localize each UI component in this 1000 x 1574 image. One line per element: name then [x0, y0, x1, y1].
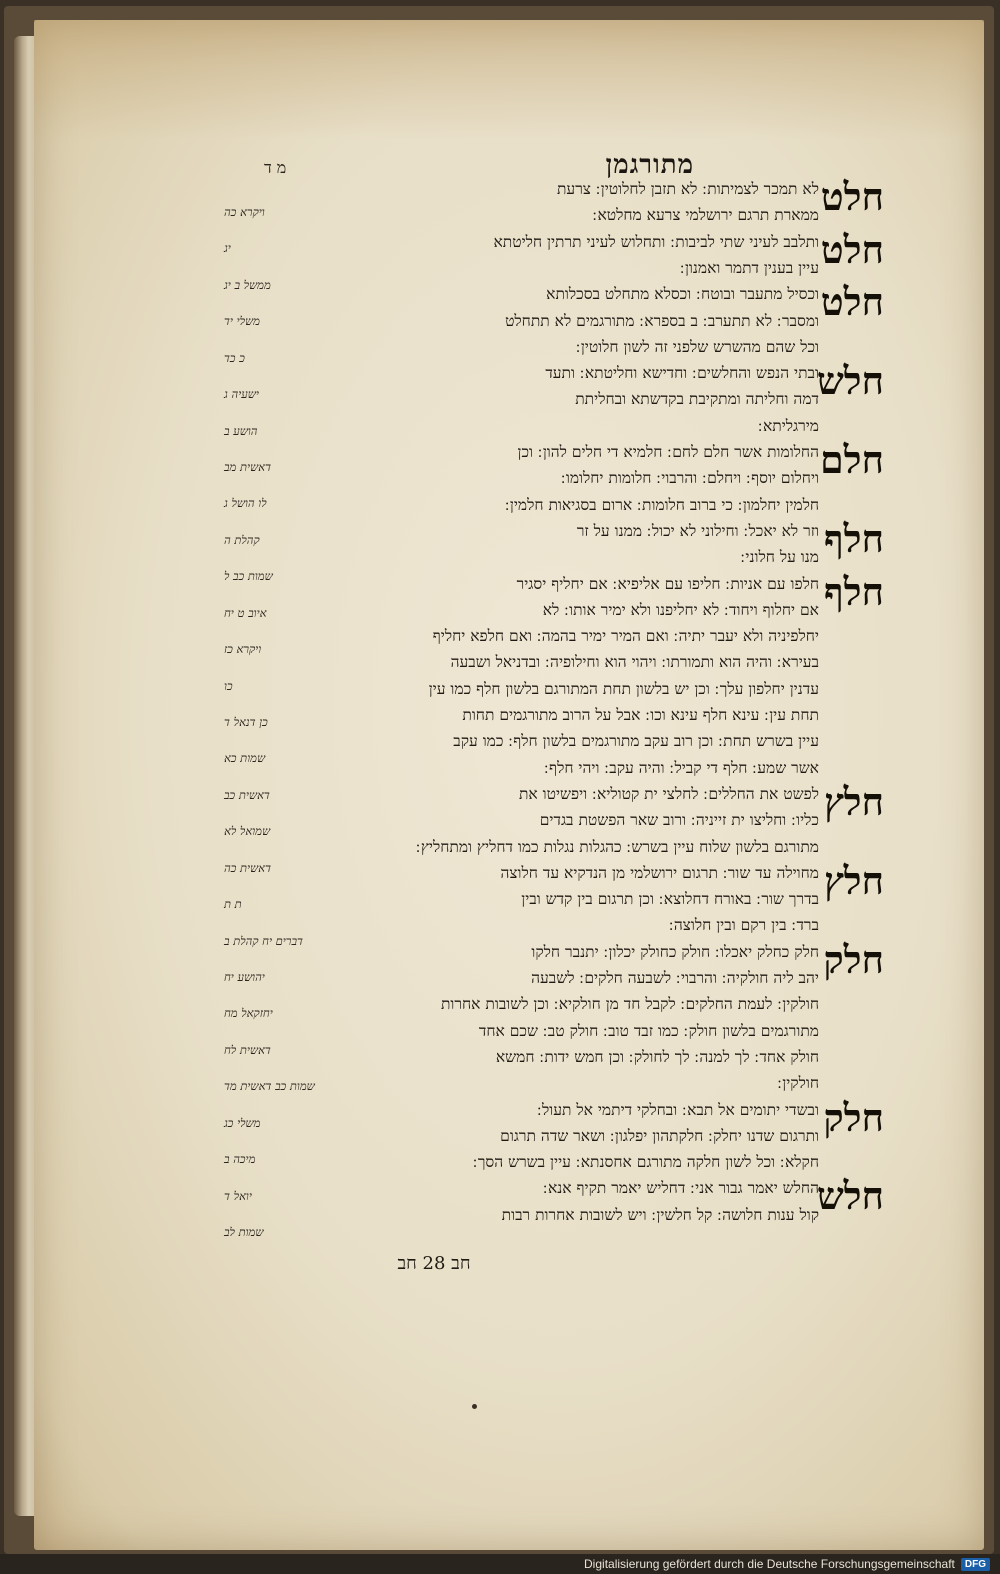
- entry-line: ויחלום יוסף ׃ ויחלם ׃ והרבוי ׃ חלומות יחלומו ׃: [560, 469, 819, 488]
- entry-line: ותרגום שדנו יחלק ׃ חלקתהון יפלגון ׃ ושאר שדה תרגום: [500, 1126, 819, 1145]
- entry-line: ברד ׃ בין רקם ובין חלוצה ׃: [668, 916, 819, 935]
- margin-reference: שמות כב דאשית מד: [224, 1079, 315, 1094]
- margin-reference: דאשית כב: [224, 787, 270, 802]
- margin-reference: מיכה ב: [224, 1152, 256, 1167]
- entry-line: בעירא ׃ והיה הוא ותמורתו ׃ ויהוי הוא וחילופיה ׃ ובדניאל ושבעה: [450, 653, 819, 672]
- footer: [0, 1554, 1000, 1574]
- entry-line: קול ענות חלושה ׃ קל חלשין ׃ ויש לשובות אחרות רבות: [501, 1205, 819, 1224]
- headword: חלף: [824, 515, 884, 561]
- entry-line: חלמין יחלמון ׃ כי ברוב חלומות ׃ ארום בסגיאות חלמין ׃: [504, 495, 819, 514]
- entry-line: ממארת תרגם ירושלמי צרעא מחלטא ׃: [592, 206, 819, 225]
- entry-line: כליו ׃ וחליצו ית זייניה ׃ ורוב שאר הפשטת בגדים: [539, 811, 819, 830]
- entry-line: דמה וחליתה ומתקיבת בקדשתא ובחליתת: [575, 390, 819, 409]
- entry-line: עדנין יחלפון עלך ׃ וכן יש בלשון תחת המתורגם בלשון חלף כמו עין: [428, 679, 819, 698]
- entry-line: ובשדי יתומים אל תבא ׃ ובחלקי דיתמי אל תעול ׃: [537, 1100, 819, 1119]
- headword: חלם: [820, 437, 884, 482]
- margin-reference: ממשל ב יג: [224, 277, 271, 292]
- entry-line: חולק אחד ׃ לך למנה ׃ לך לחולק ׃ וכן חמש ידות ׃ חמשא: [495, 1047, 819, 1066]
- entry-line: ומסבר ׃ לא תתערב ׃ ב בספרא ׃ מתורגמים לא תתחלט: [505, 311, 819, 330]
- entry-line: החלש יאמר גבור אני ׃ דחליש יאמר תקיף אנא ׃: [543, 1179, 819, 1198]
- signature-mark: חב 28 חב: [397, 1253, 471, 1274]
- entry-line: וזר לא יאכל ׃ וחילוני לא יכול ׃ ממנו על זר: [576, 521, 819, 540]
- margin-reference: שמות כב ל: [224, 569, 273, 584]
- dfg-logo: DFG: [961, 1558, 990, 1571]
- margin-reference: דאשית מב: [224, 460, 272, 474]
- headword: חלש: [816, 1173, 884, 1219]
- margin-reference: איוב ט יח: [224, 605, 267, 620]
- margin-reference: יואל ד: [224, 1188, 252, 1203]
- entry-line: יחלפיניה ולא יעבר יתיה ׃ ואם המיר ימיר בהמה ׃ ואם חלפא יחליף: [432, 627, 819, 646]
- entry-line: לפשט את החללים ׃ לחלצי ית קטוליא ׃ ויפשיטו את: [518, 784, 819, 803]
- entry-line: חקלא ׃ וכל לשון חלקה מתורגם אחסנתא ׃ עיין בשרש הסך ׃: [472, 1153, 819, 1172]
- entry-line: לא תמכר לצמיתות ׃ לא תזבן לחלוטין ׃ צרעת: [556, 180, 819, 198]
- entry-line: החלומות אשר חלם לחם ׃ חלמיא די חלים להון ׃ וכן: [517, 443, 819, 461]
- entry-line: בדרך שור ׃ באורח דחלוצא ׃ וכן תרגום בין קדש ובין: [521, 890, 819, 909]
- headword: חלץ: [823, 778, 884, 824]
- margin-reference: יהושע יח: [224, 970, 265, 984]
- water-stain: [34, 20, 984, 140]
- page: [34, 20, 984, 1550]
- margin-reference: שמואל לא: [224, 824, 271, 839]
- margin-reference: יחזקאל מח: [224, 1006, 273, 1021]
- headword: חלט: [820, 174, 884, 219]
- entry-line: מתורגם בלשון שלוח עיין בשרש ׃ כהגלות נגלות כמו דחליץ ומתחליץ ׃: [415, 837, 819, 856]
- entry-line: מנו על חלוני ׃: [740, 548, 819, 567]
- margin-reference: לו הושל ג: [224, 496, 267, 511]
- entry-line: וכסיל מתעבר ובוטח ׃ וכסלא מתחלט בסכלותא: [546, 285, 819, 304]
- headword: חלק: [823, 1094, 884, 1140]
- headword: חלץ: [823, 857, 884, 903]
- headword: חלק: [823, 936, 884, 982]
- entry-line: וכל שהם מהשרש שלפני זה לשון חלוטין ׃: [575, 337, 819, 356]
- margin-reference: דברים יח קהלת ב: [224, 933, 303, 948]
- headword: חלש: [816, 358, 884, 404]
- margin-reference: כו: [224, 678, 233, 693]
- entry-line: יהב ליה חולקיה ׃ והרבוי ׃ לשבעה חלקים ׃ לשבעה: [531, 969, 819, 987]
- entry-line: עיין בשרש תחת ׃ וכן רוב עקב מתורגמים בלשון חלף ׃ כמו עקב: [453, 732, 819, 751]
- margin-reference: דאשית לח: [224, 1042, 271, 1057]
- margin-reference: כ כד: [224, 350, 245, 365]
- entry-line: אשר שמע ׃ חלף די קביל ׃ והיה עקב ׃ ויהי חלף ׃: [544, 758, 819, 777]
- margin-reference: ישעיה ג: [224, 387, 259, 402]
- ink-spot: [472, 1404, 477, 1409]
- margin-reference: ויקרא כז: [224, 642, 262, 657]
- entry-line: חלפו עם אניות ׃ חליפו עם אליפיא ׃ אם יחליף יסגיר: [516, 574, 819, 593]
- margin-reference: משלי כג: [224, 1115, 261, 1130]
- page-title: מתורגמן: [605, 150, 694, 180]
- entry-line: חולקין ׃ לעמת החלקים ׃ לקבל חד מן חולקיא ׃ וכן לשובות אחרות: [440, 995, 819, 1014]
- margin-reference: כן דנאל ד: [224, 715, 268, 729]
- entry-line: תחת עין ׃ עינא חלף עינא וכו ׃ אבל על הרוב מתורגמים תחות: [462, 706, 819, 724]
- entry-line: מירגליתא ׃: [758, 416, 819, 435]
- entry-line: ותלבב לעיני שתי לביבות ׃ ותחלוש לעיני תרתין חליטתא: [493, 232, 819, 251]
- entry-line: חלק כחלק יאכלו ׃ חולק כחולק יכלון ׃ יתנבר חלקו: [531, 942, 819, 961]
- margin-reference: קהלת ה: [224, 532, 260, 547]
- margin-reference: שמות כא: [224, 751, 266, 766]
- running-head: [264, 150, 694, 180]
- footer-text: Digitalisierung gefördert durch die Deutsche Forschungsgemeinschaft: [584, 1557, 955, 1571]
- entry-line: חולקין ׃: [777, 1074, 819, 1093]
- entry-line: אם יחלוף ויחוד ׃ לא יחליפנו ולא ימיר אותו ׃ לא: [542, 600, 819, 619]
- entry-line: מחוילה עד שור ׃ תרגום ירושלמי מן הנדקיא עד חלוצה: [500, 863, 819, 882]
- margin-reference: ת ת: [224, 897, 242, 912]
- entry-line: מתורגמים בלשון חולק ׃ כמו זבד טוב ׃ חולק טב ׃ שכם אחד: [478, 1021, 819, 1040]
- book: [4, 6, 994, 1554]
- headword: חלט: [820, 279, 884, 325]
- entry-line: ובתי הנפש והחלשים ׃ וחדישא וחליטתא ׃ ותעד: [545, 364, 819, 383]
- headword: חלט: [820, 226, 884, 272]
- headword: חלף: [824, 568, 884, 614]
- folio: מ ד: [264, 158, 287, 177]
- entry-line: עיין בענין דתמר ואמנון ׃: [680, 258, 819, 277]
- margin-reference: דאשית כה: [224, 860, 272, 875]
- margin-reference: משלי יד: [224, 314, 260, 329]
- margin-reference: שמות לב: [224, 1225, 264, 1239]
- margin-reference: הושע ב: [224, 423, 258, 438]
- margin-reference: ויקרא כה: [224, 205, 265, 219]
- margin-reference: יג: [224, 241, 231, 256]
